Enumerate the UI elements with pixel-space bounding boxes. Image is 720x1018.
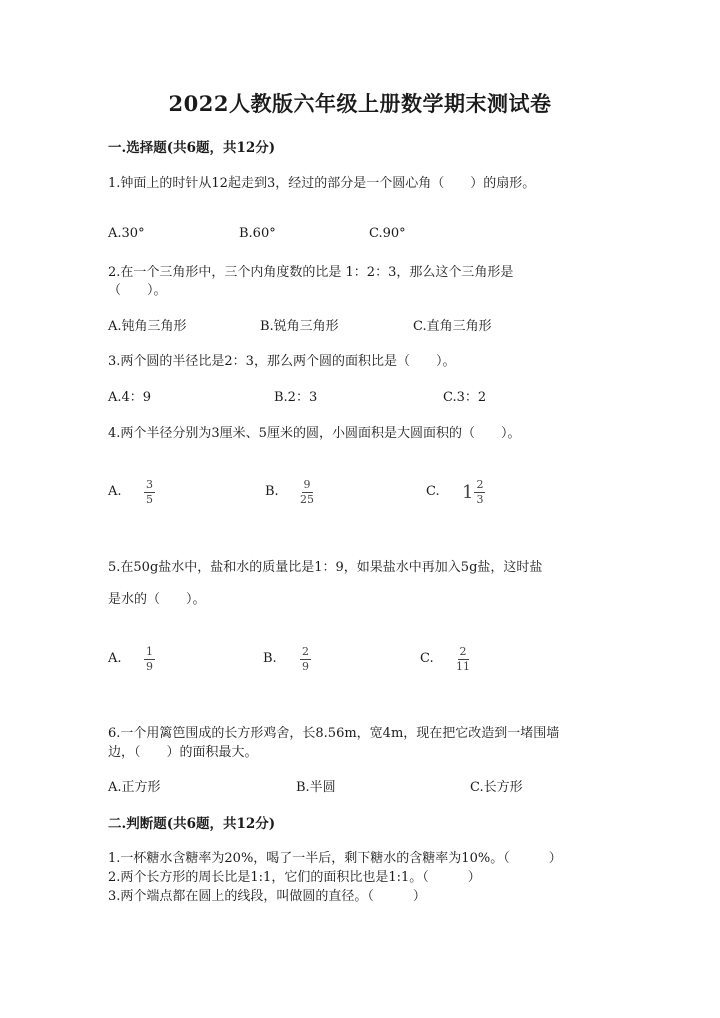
- fraction-numerator: 3: [146, 478, 153, 491]
- question-6-option-b: B.半圆: [296, 780, 336, 795]
- fraction-denominator: 9: [146, 660, 153, 673]
- judgment-item-1: 1.一杯糖水含糖率为20%，喝了一半后，剩下糖水的含糖率为10%。（ ）: [108, 851, 562, 866]
- section-2-header: 二.判断题(共6题，共12分): [108, 816, 276, 832]
- question-2-option-a: A.钝角三角形: [108, 319, 187, 334]
- fraction-denominator: 25: [300, 493, 314, 506]
- question-1-option-a: A.30°: [108, 226, 145, 241]
- question-5-text-line1: 5.在50g盐水中，盐和水的质量比是1：9，如果盐水中再加入5g盐，这时盐: [108, 560, 543, 575]
- fraction-denominator: 3: [476, 493, 484, 506]
- question-4-text: 4.两个半径分别为3厘米、5厘米的圆，小圆面积是大圆面积的（ ）。: [108, 426, 521, 441]
- fraction-numerator: 2: [459, 645, 467, 658]
- judgment-item-2: 2.两个长方形的周长比是1:1，它们的面积比也是1:1。（ ）: [108, 870, 481, 885]
- page-title: 2022人教版六年级上册数学期末测试卷: [168, 91, 552, 116]
- question-5-text-line2: 是水的（ ）。: [108, 592, 206, 607]
- question-5-option-a-label: A.: [108, 651, 122, 666]
- fraction-numerator: 2: [302, 645, 309, 658]
- question-2-text-line1: 2.在一个三角形中，三个内角度数的比是 1：2：3，那么这个三角形是: [108, 265, 514, 280]
- question-4-option-c-label: C.: [426, 484, 440, 499]
- fraction-numerator: 9: [303, 478, 311, 491]
- question-6-text-line1: 6.一个用篱笆围成的长方形鸡舍，长8.56m，宽4m，现在把它改造到一堵围墙: [108, 726, 560, 741]
- question-3-option-a: A.4：9: [108, 390, 152, 405]
- mixed-whole: 1: [462, 482, 474, 503]
- fraction-denominator: 9: [302, 660, 309, 673]
- question-6-option-c: C.长方形: [470, 780, 523, 795]
- question-4-option-b-label: B.: [265, 484, 279, 499]
- question-4-option-b-fraction: [300, 479, 314, 506]
- question-4-option-a-fraction: [144, 479, 155, 506]
- question-2-option-c: C.直角三角形: [413, 319, 492, 334]
- question-5-option-b-label: B.: [263, 651, 277, 666]
- question-5-option-c-fraction: [456, 646, 470, 673]
- question-3-option-b: B.2：3: [274, 390, 318, 405]
- question-4-option-c-mixed-number: [462, 479, 485, 506]
- question-1-text: 1.钟面上的时针从12起走到3，经过的部分是一个圆心角（ ）的扇形。: [108, 176, 536, 191]
- fraction-denominator: 5: [146, 493, 153, 506]
- question-1-option-c: C.90°: [369, 226, 406, 241]
- fraction-numerator: 2: [476, 478, 484, 491]
- question-2-option-b: B.锐角三角形: [260, 319, 339, 334]
- fraction-denominator: 11: [456, 660, 470, 673]
- question-5-option-c-label: C.: [420, 651, 434, 666]
- section-1-header: 一.选择题(共6题，共12分): [108, 140, 276, 156]
- question-6-text-line2: 边，（ ）的面积最大。: [108, 745, 258, 760]
- question-5-option-b-fraction: [300, 646, 311, 673]
- judgment-item-3: 3.两个端点都在圆上的线段，叫做圆的直径。（ ）: [108, 889, 426, 904]
- question-5-option-a-fraction: [144, 646, 155, 673]
- question-3-option-c: C.3：2: [443, 390, 487, 405]
- question-2-text-line2: （ ）。: [108, 283, 167, 298]
- question-1-option-b: B.60°: [239, 226, 276, 241]
- question-6-option-a: A.正方形: [108, 780, 161, 795]
- question-3-text: 3.两个圆的半径比是2：3，那么两个圆的面积比是（ ）。: [108, 354, 456, 369]
- question-4-option-a-label: A.: [108, 484, 122, 499]
- fraction-numerator: 1: [146, 645, 153, 658]
